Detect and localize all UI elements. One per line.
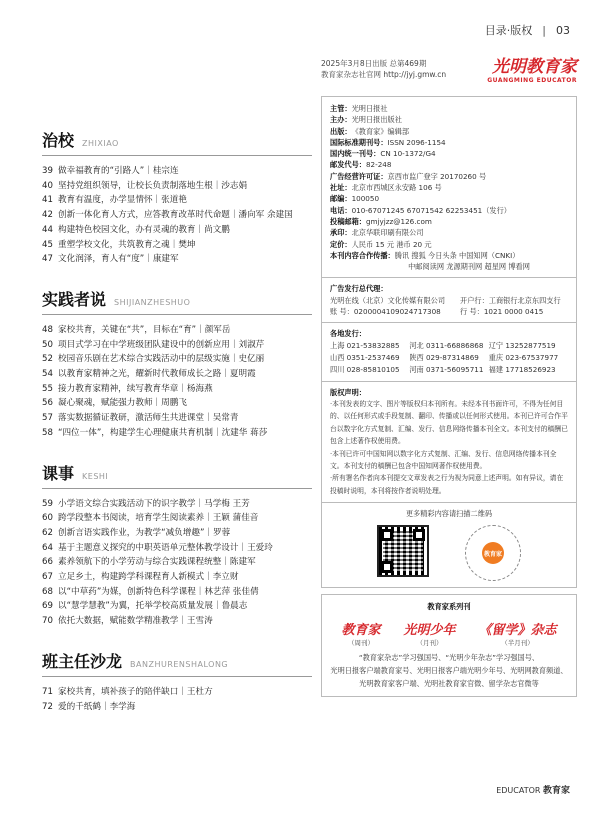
footer-en: EDUCATOR — [496, 786, 541, 795]
branch-phone: 上海 021-53832885 — [330, 340, 400, 350]
series-title: 教育家系列刊 — [427, 602, 471, 612]
toc-entry[interactable] — [42, 252, 312, 267]
toc-section — [42, 287, 312, 441]
series-item — [403, 619, 455, 647]
toc-entry[interactable] — [42, 164, 312, 179]
masthead-key: 邮编： — [330, 194, 352, 204]
logo-en: GUANGMING EDUCATOR — [487, 77, 577, 84]
declaration-text — [330, 398, 568, 497]
masthead-key: 投稿邮箱： — [330, 216, 366, 226]
masthead-key: 本刊内容合作传播： — [330, 250, 395, 260]
masthead-value: 京西市监广登字 20170260 号 — [387, 171, 487, 181]
logo-name: 光明教育家 — [492, 57, 577, 77]
toc-page: 56 — [42, 398, 53, 409]
toc-entry[interactable] — [42, 426, 312, 441]
branch-phone: 四川 028-85810105 — [330, 364, 400, 374]
series-frequency: （周刊） — [347, 638, 374, 647]
branch-phone: 福建 17718526923 — [488, 364, 556, 374]
masthead-value: gmjyjzz@126.com — [365, 216, 432, 226]
toc-title: 凝心聚魂，赋能强力教师｜周鹏飞 — [58, 398, 187, 409]
toc-title: 坚持党组织领导，让校长负责制落地生根｜沙志娟 — [58, 180, 248, 191]
masthead-value: 人民币 15 元 港币 20 元 — [351, 239, 432, 249]
toc-page: 50 — [42, 339, 53, 350]
section-pinyin: ZHIXIAO — [82, 139, 119, 148]
header-divider: | — [542, 24, 546, 37]
declaration-title: 版权声明： — [330, 387, 366, 397]
toc-title: 以教育家精神之光，耀新时代教师成长之路｜夏明霞 — [58, 369, 256, 380]
toc-section — [42, 649, 312, 714]
series-frequency: （月刊） — [416, 638, 443, 647]
masthead-key: 定价： — [330, 239, 352, 249]
toc-title: 落实数据循证教研，激活师生共进课堂｜吴常青 — [58, 413, 239, 424]
masthead-rows — [330, 103, 568, 261]
series-item — [341, 619, 380, 647]
masthead-row — [330, 182, 568, 193]
section-heading — [42, 287, 312, 315]
series-box — [321, 594, 577, 696]
series-channels — [330, 651, 568, 690]
toc-title: 以“中草药”为媒，创新特色科学课程｜林艺萍 张佳倩 — [58, 586, 259, 597]
table-of-contents — [42, 128, 312, 734]
toc-page: 45 — [42, 239, 53, 250]
toc-entry[interactable] — [42, 541, 312, 556]
toc-entry[interactable] — [42, 323, 312, 338]
divider — [322, 381, 576, 382]
masthead-row — [330, 148, 568, 159]
divider — [322, 277, 576, 278]
toc-entry[interactable] — [42, 599, 312, 614]
masthead-row — [330, 216, 568, 227]
branch-phone: 辽宁 13252877519 — [488, 340, 556, 350]
toc-page: 44 — [42, 224, 53, 235]
toc-entry[interactable] — [42, 179, 312, 194]
page-footer — [496, 783, 570, 796]
toc-page: 64 — [42, 542, 53, 553]
masthead-row — [330, 227, 568, 238]
masthead-row — [330, 103, 568, 114]
toc-title: 创新一体化育人方式，应答教育改革时代命题｜潘向军 余建国 — [58, 210, 293, 221]
ad-agent-company: 光明在线（北京）文化传媒有限公司 — [330, 295, 446, 305]
masthead-row — [330, 239, 568, 250]
toc-entry[interactable] — [42, 338, 312, 353]
section-pinyin: BANZHURENSHALONG — [130, 659, 229, 669]
toc-title: 家校共育，填补孩子的陪伴缺口｜王杜方 — [58, 686, 213, 697]
footer-cn: 教育家 — [542, 786, 570, 796]
mini-program-badge: 教育家 — [482, 542, 504, 564]
masthead-row — [330, 126, 568, 137]
masthead-value: 《教育家》编辑部 — [351, 126, 410, 136]
section-heading — [42, 649, 312, 677]
masthead-value: CN 10-1372/G4 — [380, 149, 436, 159]
series-channel-line: “教育家杂志”学习强国号、“光明少年杂志”学习强国号、 — [358, 652, 540, 662]
series-name: 《留学》杂志 — [478, 622, 557, 638]
masthead-row — [330, 171, 568, 182]
section-title: 实践者说 — [42, 289, 107, 309]
toc-entry[interactable] — [42, 570, 312, 585]
toc-entry[interactable] — [42, 238, 312, 253]
page-header — [485, 22, 570, 38]
toc-title: 素养领航下的小学劳动与综合实践课程统整｜陈建军 — [58, 557, 256, 568]
masthead-key: 国内统一刊号： — [330, 149, 381, 159]
branch-phone: 重庆 023-67537977 — [488, 352, 559, 362]
masthead-key: 国际标准期刊号： — [330, 137, 388, 147]
branches-title: 各地发行： — [330, 329, 366, 339]
toc-page: 58 — [42, 427, 53, 438]
issue-date: 2025年3月8日出版 总第469期 — [321, 59, 427, 68]
toc-entry[interactable] — [42, 555, 312, 570]
toc-page: 60 — [42, 513, 53, 524]
ad-agent-bank-code: 行 号：1021 0000 0415 — [460, 307, 544, 317]
masthead-row — [330, 137, 568, 148]
masthead-value: 北京市西城区永安路 106 号 — [351, 183, 442, 193]
masthead-key: 社址： — [330, 183, 352, 193]
series-list — [330, 619, 568, 647]
toc-entry[interactable] — [42, 367, 312, 382]
declaration-paragraph: ·本刊已许可中国知网以数字化方式复制、汇编、发行、信息网络传播本刊全文。本刊支付的稿酬已包含中国知网著作权使用费。 — [330, 449, 557, 470]
masthead-row — [330, 114, 568, 125]
toc-entry[interactable] — [42, 614, 312, 629]
masthead-value: ISSN 2096-1154 — [387, 137, 446, 147]
toc-title: 构建特色校园文化，办有灵魂的教育｜尚文鹏 — [58, 224, 230, 235]
toc-title: 做幸福教育的“引路人”｜桂宗连 — [58, 166, 179, 176]
toc-page: 48 — [42, 324, 53, 335]
mini-program-code[interactable] — [465, 525, 521, 581]
toc-page: 52 — [42, 354, 53, 365]
toc-title: 小学语文综合实践活动下的识字教学｜马学梅 王芳 — [58, 498, 250, 509]
toc-page: 59 — [42, 498, 53, 509]
toc-page: 67 — [42, 572, 53, 583]
masthead-row — [330, 250, 568, 261]
toc-entry[interactable] — [42, 411, 312, 426]
section-pinyin: KESHI — [82, 471, 109, 481]
toc-entry[interactable] — [42, 193, 312, 208]
masthead-key: 电话： — [330, 205, 352, 215]
toc-page: 72 — [42, 701, 53, 712]
masthead-value: 光明日报出版社 — [351, 115, 402, 125]
declaration-paragraph: ·本刊发表的文字、图片等版权归本刊所有。未经本刊书面许可，不得为任何目的、以任何形式或手段复制、翻印、传播或以任何形式使用。本刊已许可合作平台以数字化方式复制、汇编、发行、信息网络传播本刊全文。本刊支付的稿酬已包含上述著作权使用费。 — [330, 399, 568, 446]
qr-caption: 更多精彩内容请扫描二维码 — [405, 509, 493, 519]
ad-agent-title: 广告发行总代理： — [330, 284, 388, 294]
masthead-key: 承印： — [330, 228, 352, 238]
toc-entry[interactable] — [42, 700, 312, 715]
toc-title: 跨学段整本书阅读，培育学生阅读素养｜王颖 蒲佳音 — [58, 513, 259, 524]
toc-title: 爱的千纸鹤｜李学海 — [58, 701, 136, 712]
branch-phone: 山西 0351-2537469 — [330, 352, 400, 362]
toc-title: 教育有温度，办学显情怀｜张道艳 — [58, 195, 187, 206]
toc-page: 68 — [42, 586, 53, 597]
divider — [322, 322, 576, 323]
masthead-row — [330, 193, 568, 204]
toc-section — [42, 461, 312, 629]
branch-phone: 河南 0371-56095711 — [409, 364, 484, 374]
toc-page: 66 — [42, 557, 53, 568]
ad-agent — [330, 283, 568, 317]
branches-grid — [330, 340, 568, 376]
issue-block — [321, 58, 577, 88]
toc-page: 71 — [42, 686, 53, 697]
divider — [322, 502, 576, 503]
issue-site[interactable]: 教育家杂志社官网 http://jyj.gmw.cn — [321, 70, 447, 79]
masthead-value: 光明日报社 — [351, 104, 388, 113]
declaration-paragraph: ·所有署名作者向本刊提交文章发表之行为视为同意上述声明。如有异议，请在投稿时说明，本刊将按作者说明处理。 — [330, 474, 564, 495]
section-title: 课事 — [42, 463, 75, 483]
series-name: 教育家 — [341, 622, 381, 638]
partners-cont: 中邮阅读网 龙源期刊网 超星网 博看网 — [408, 262, 530, 272]
toc-title: 创新言语实践作业，为教学“减负增趣”｜罗蓉 — [58, 527, 231, 538]
toc-entry[interactable] — [42, 396, 312, 411]
toc-entry[interactable] — [42, 685, 312, 700]
toc-page: 57 — [42, 413, 53, 424]
series-channel-line: 光明日报客户端教育家号、光明日报客户端光明少年号、光明网教育频道、 — [330, 665, 568, 675]
masthead-box — [321, 96, 577, 588]
toc-entry[interactable] — [42, 585, 312, 600]
toc-entry[interactable] — [42, 497, 312, 512]
series-channel-line: 光明教育家客户端、光明社教育家官微、留学杂志官微等 — [359, 678, 539, 688]
masthead-value: 010-67071245 67071542 62253451（发行） — [351, 205, 511, 215]
toc-page: 55 — [42, 383, 53, 394]
masthead-key: 出版： — [330, 126, 352, 136]
toc-page: 47 — [42, 254, 53, 265]
copyright-column — [321, 58, 577, 697]
toc-page: 70 — [42, 616, 53, 627]
toc-page: 41 — [42, 195, 53, 206]
masthead-row — [330, 159, 568, 170]
qr-codes — [330, 525, 568, 581]
masthead-value: 100050 — [351, 194, 380, 204]
toc-entry[interactable] — [42, 511, 312, 526]
masthead-key: 广告经营许可证： — [330, 171, 388, 181]
toc-title: 依托大数据，赋能数学精准教学｜王雪涛 — [58, 616, 213, 627]
toc-page: 62 — [42, 527, 53, 538]
magazine-logo — [487, 52, 577, 84]
toc-title: 接力教育家精神，续写教育华章｜杨海燕 — [58, 383, 213, 394]
toc-entry[interactable] — [42, 352, 312, 367]
toc-title: 项目式学习在中学班级团队建设中的创新应用｜刘淑芹 — [58, 339, 265, 350]
toc-page: 40 — [42, 180, 53, 191]
toc-title: 基于主题意义探究的中职英语单元整体教学设计｜王爱玲 — [58, 542, 273, 553]
masthead-value: 北京华联印刷有限公司 — [351, 228, 424, 238]
section-heading — [42, 128, 312, 156]
masthead-key: 邮发代号： — [330, 160, 366, 170]
toc-title: 校园音乐剧在艺术综合实践活动中的层级实施｜史亿丽 — [58, 354, 265, 365]
section-heading — [42, 461, 312, 489]
toc-entry[interactable] — [42, 526, 312, 541]
toc-section — [42, 128, 312, 267]
toc-page: 54 — [42, 369, 53, 380]
masthead-key: 主办： — [330, 115, 352, 125]
toc-title: 文化润泽，育人有“度”｜康建军 — [58, 254, 179, 265]
ad-agent-bank: 开户行：工商银行北京东四支行 — [460, 295, 561, 305]
toc-entry[interactable] — [42, 208, 312, 223]
toc-title: 立足乡土，构建跨学科课程育人新模式｜李立财 — [58, 572, 239, 583]
branch-phone: 河北 0311-66886868 — [409, 340, 484, 350]
section-title: 班主任沙龙 — [42, 651, 123, 671]
toc-entry[interactable] — [42, 223, 312, 238]
branch-phone: 陕西 029-87314869 — [409, 352, 479, 362]
masthead-row — [330, 205, 568, 216]
section-title: 治校 — [42, 131, 75, 150]
toc-title: “四位一体”，构建学生心理健康共育机制｜沈建华 蒋莎 — [58, 427, 268, 438]
wechat-qr-code[interactable] — [377, 525, 429, 577]
masthead-value: 82-248 — [365, 160, 392, 170]
masthead-value: 腾讯 搜狐 今日头条 中国知网（CNKI） — [394, 250, 520, 260]
masthead-key: 主管： — [330, 104, 352, 113]
header-page-number: 03 — [556, 24, 570, 37]
header-section: 目录·版权 — [484, 24, 533, 37]
series-item — [478, 619, 556, 647]
section-pinyin: SHIJIANZHESHUO — [114, 297, 191, 307]
toc-title: 重塑学校文化，共筑教育之魂｜樊坤 — [58, 239, 196, 250]
toc-entry[interactable] — [42, 382, 312, 397]
series-name: 光明少年 — [403, 622, 456, 638]
toc-title: 以“慧学慧教”为翼，托举学校高质量发展｜鲁晨志 — [58, 601, 248, 612]
ad-agent-account: 账 号：0200004109024717308 — [330, 307, 441, 317]
toc-title: 家校共育，关键在“共”，目标在“育”｜颜军岳 — [58, 324, 231, 335]
series-frequency: （半月刊） — [501, 638, 534, 647]
toc-page: 39 — [42, 166, 53, 176]
toc-page: 69 — [42, 601, 53, 612]
toc-page: 42 — [42, 210, 53, 221]
